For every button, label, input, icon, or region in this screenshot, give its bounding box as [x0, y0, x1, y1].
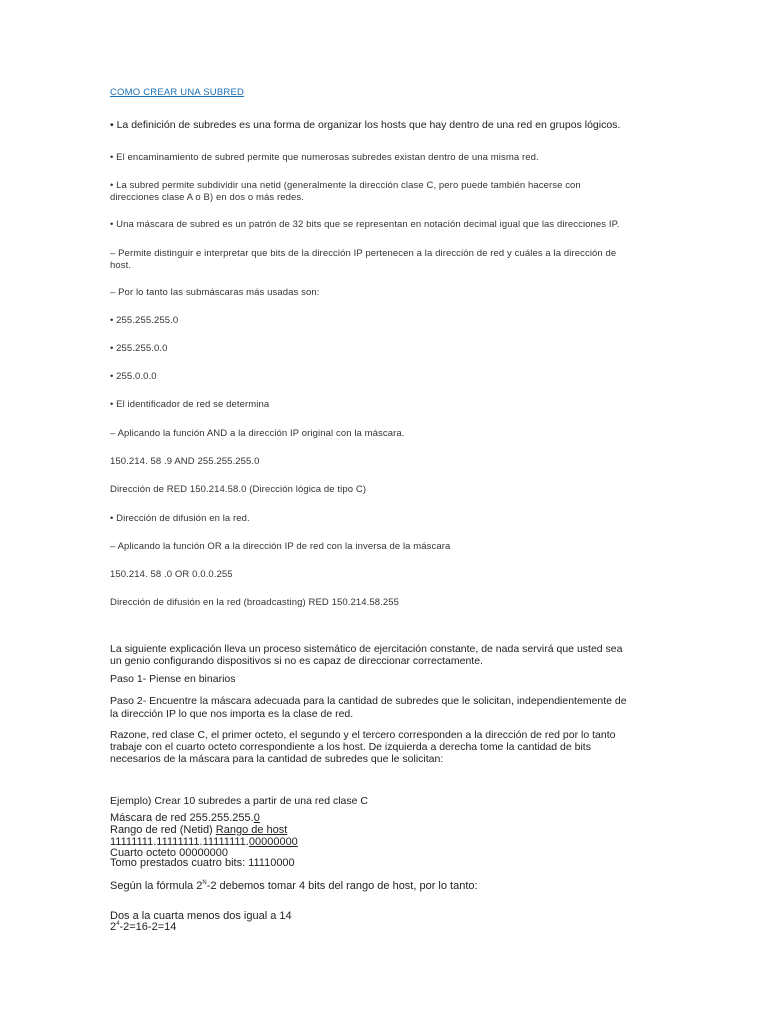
reasoning-line-1: Razone, red clase C, el primer octeto, el segundo y el tercero corresponden a la dirección de red por lo tanto — [110, 729, 616, 741]
range-line-prefix: Rango de red (Netid) — [110, 824, 216, 836]
paragraph-or-function: – Aplicando la función OR a la dirección IP de red con la inversa de la máscara — [110, 541, 451, 552]
paragraph-subdivide-line-1: • La subred permite subdividir una netid (generalmente la dirección clase C, pero puede también hacerse con — [110, 180, 581, 191]
paragraph-broadcast: • Dirección de difusión en la red. — [110, 513, 250, 524]
paragraph-common-masks: – Por lo tanto las submáscaras más usadas son: — [110, 287, 320, 298]
example-or: 150.214. 58 .0 OR 0.0.0.255 — [110, 569, 233, 580]
reasoning-line-3: necesarios de la máscara para la cantidad de subredes que le solicitan: — [110, 753, 444, 765]
mask-line-prefix: Máscara de red 255.255.255. — [110, 812, 254, 824]
example-or-result: Dirección de difusión en la red (broadcasting) RED 150.214.58.255 — [110, 597, 400, 608]
binary-line-host: 00000000 — [248, 836, 298, 848]
two-to-fourth-line: Dos a la cuarta menos dos igual a 14 — [110, 910, 292, 922]
step-1: Paso 1- Piense en binarios — [110, 673, 236, 685]
reasoning-line-2: trabaje con el cuarto octeto correspondiente a los host. De izquierda a derecha tome la cantidad de bits — [110, 741, 591, 753]
paragraph-network-id: • El identificador de red se determina — [110, 399, 270, 410]
example-and: 150.214. 58 .9 AND 255.255.255.0 — [110, 456, 260, 467]
calculation-line — [110, 921, 176, 933]
borrowed-bits-line: Tomo prestados cuatro bits: 11110000 — [110, 857, 295, 869]
intro-paragraph: • La definición de subredes es una forma de organizar los hosts que hay dentro de una red en grupos lógicos. — [110, 119, 621, 131]
step-2-line-1: Paso 2- Encuentre la máscara adecuada para la cantidad de subredes que le solicitan, independientemente de — [110, 695, 627, 707]
calc-exponent: 4 — [116, 921, 120, 927]
mask-item-1: • 255.255.255.0 — [110, 315, 179, 326]
paragraph-and-function: – Aplicando la función AND a la dirección IP original con la máscara. — [110, 428, 405, 439]
range-line — [110, 824, 287, 836]
range-line-host: Rango de host — [215, 824, 288, 836]
explanation-line-1: La siguiente explicación lleva un proceso sistemático de ejercitación constante, de nada servirá que usted sea — [110, 643, 623, 655]
mask-line-host-octet: 0 — [253, 812, 260, 824]
paragraph-mask-definition: • Una máscara de subred es un patrón de 32 bits que se representan en notación decimal igual que las direcciones IP. — [110, 219, 620, 230]
document-title-link[interactable]: COMO CREAR UNA SUBRED — [110, 87, 245, 98]
formula-exponent: N — [202, 880, 207, 886]
paragraph-distinguish-line-1: – Permite distinguir e interpretar que bits de la dirección IP pertenecen a la dirección de red y cuáles a la dirección de — [110, 248, 617, 259]
step-2-line-2: la dirección IP lo que nos importa es la clase de red. — [110, 708, 354, 720]
paragraph-subdivide-line-2: direcciones clase A o B) en dos o más redes. — [110, 192, 304, 203]
formula-line — [110, 880, 478, 892]
paragraph-distinguish-line-2: host. — [110, 260, 132, 271]
paragraph-routing: • El encaminamiento de subred permite que numerosas subredes existan dentro de una misma red. — [110, 152, 539, 163]
example-and-result: Dirección de RED 150.214.58.0 (Dirección lógica de tipo C) — [110, 484, 367, 495]
mask-item-2: • 255.255.0.0 — [110, 343, 168, 354]
binary-line-prefix: 11111111.11111111.11111111. — [110, 836, 249, 848]
calc-rest: -2=16-2=14 — [119, 921, 177, 933]
mask-line — [110, 812, 260, 824]
fourth-octet-line: Cuarto octeto 00000000 — [110, 847, 229, 859]
formula-text-b: -2 debemos tomar 4 bits del rango de host, por lo tanto: — [206, 880, 478, 892]
example-heading: Ejemplo) Crear 10 subredes a partir de una red clase C — [110, 795, 368, 807]
calc-base: 2 — [110, 921, 117, 933]
formula-text-a: Según la fórmula 2 — [110, 880, 203, 892]
explanation-line-2: un genio configurando dispositivos si no es capaz de direccionar correctamente. — [110, 655, 483, 667]
mask-item-3: • 255.0.0.0 — [110, 371, 157, 382]
